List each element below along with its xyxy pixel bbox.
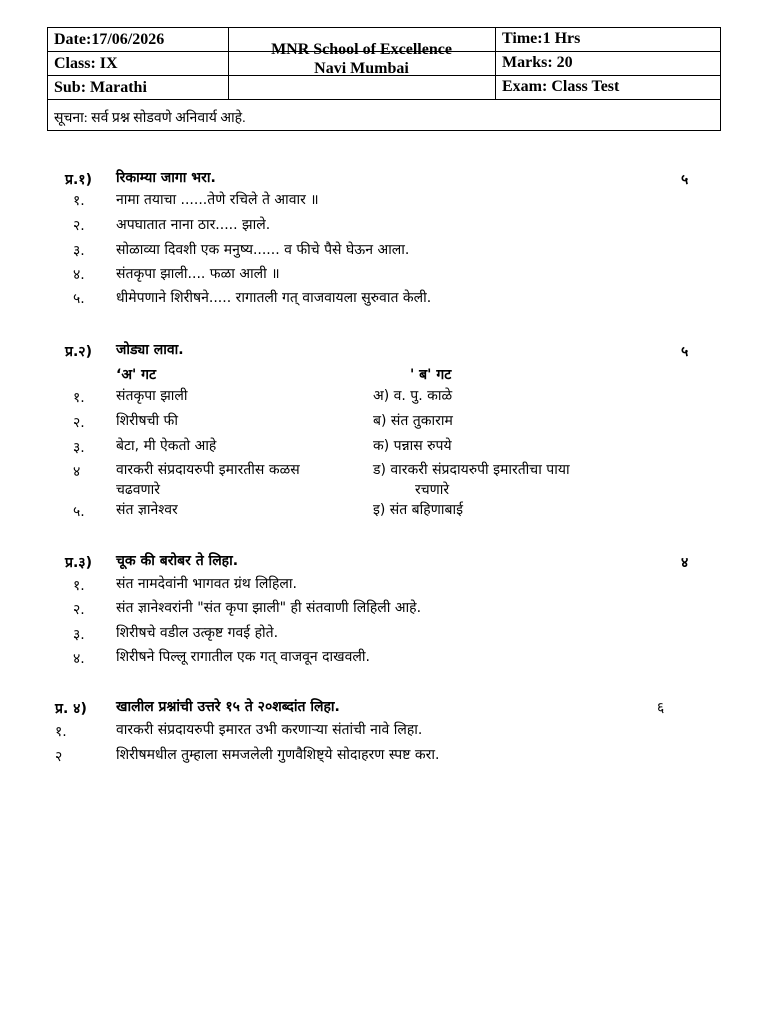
item-number: ३. (73, 243, 85, 259)
exam-date: Date:17/06/2026 (54, 31, 165, 48)
item-text: शिरीषचे वडील उत्कृष्ट गवई होते. (116, 625, 279, 641)
exam-header (47, 27, 721, 131)
column-b-heading: ' ब' गट (410, 367, 452, 383)
item-text: शिरीषमधील तुम्हाला समजलेली गुणवैशिष्ट्ये सोदाहरण स्पष्ट करा. (116, 747, 440, 763)
question-title: जोड्या लावा. (116, 342, 184, 358)
column-b-item: अ) व. पु. काळे (373, 388, 453, 404)
item-text: धीमेपणाने शिरीषने..... रागातली गत् वाजवायला सुरुवात केली. (116, 290, 432, 306)
column-a-item: संतकृपा झाली (116, 388, 188, 404)
header-divider (495, 28, 496, 99)
item-number: ४ (73, 464, 81, 480)
question-title: चूक की बरोबर ते लिहा. (116, 553, 239, 569)
column-b-item: क) पन्नास रुपये (373, 438, 452, 454)
question-number: प्र.२) (65, 344, 92, 360)
column-a-item-continued: चढवणारे (116, 482, 161, 498)
question-marks: ५ (681, 344, 689, 360)
column-b-item: ड) वारकरी संप्रदायरुपी इमारतीचा पाया (373, 462, 570, 478)
school-name-line1: MNR School of Excellence (271, 41, 452, 58)
school-name-line2: Navi Mumbai (314, 60, 409, 77)
item-number: ४. (73, 267, 85, 283)
item-text: अपघातात नाना ठार..... झाले. (116, 217, 271, 233)
class-label: Class: IX (54, 55, 118, 72)
column-a-heading: ‘अ' गट (116, 367, 157, 383)
column-a-item: शिरीषची फी (116, 413, 178, 429)
item-text: शिरीषने पिल्लू रागातील एक गत् वाजवून दाखवली. (116, 649, 370, 665)
item-number: ४. (73, 651, 85, 667)
item-text: सोळाव्या दिवशी एक मनुष्य...... व फीचे पैसे घेऊन आला. (116, 242, 410, 258)
exam-type: Exam: Class Test (502, 78, 620, 95)
question-number: प्र.३) (65, 555, 92, 571)
exam-marks: Marks: 20 (502, 54, 573, 71)
item-number: ५. (73, 504, 85, 520)
item-number: १. (73, 578, 85, 594)
school-name (228, 40, 495, 78)
item-number: २ (55, 749, 63, 765)
item-text: संत नामदेवांनी भागवत ग्रंथ लिहिला. (116, 576, 297, 592)
question-marks: ६ (657, 700, 665, 716)
exam-time: Time:1 Hrs (502, 30, 581, 47)
question-title: रिकाम्या जागा भरा. (116, 170, 216, 186)
item-number: २. (73, 218, 85, 234)
column-a-item: संत ज्ञानेश्वर (116, 502, 178, 518)
item-text: संत ज्ञानेश्वरांनी "संत कृपा झाली" ही संतवाणी लिहिली आहे. (116, 600, 422, 616)
item-number: १. (73, 193, 85, 209)
instruction-notice: सूचना: सर्व प्रश्न सोडवणे अनिवार्य आहे. (54, 111, 246, 126)
item-number: १. (55, 724, 67, 740)
question-marks: ५ (681, 172, 689, 188)
question-number: प्र. ४) (55, 701, 87, 717)
item-number: ५. (73, 291, 85, 307)
item-number: १. (73, 390, 85, 406)
header-divider (48, 99, 720, 100)
question-title: खालील प्रश्नांची उत्तरे १५ ते २०शब्दांत लिहा. (116, 699, 340, 715)
subject-label: Sub: Marathi (54, 79, 147, 96)
column-b-item: इ) संत बहिणाबाई (373, 502, 463, 518)
item-number: ३. (73, 440, 85, 456)
item-number: २. (73, 602, 85, 618)
item-text: नामा तयाचा ......तेणे रचिले ते आवार ॥ (116, 192, 319, 208)
column-b-item-continued: रचणारे (415, 482, 450, 498)
item-number: ३. (73, 627, 85, 643)
column-a-item: बेटा, मी ऐकतो आहे (116, 438, 217, 454)
item-number: २. (73, 415, 85, 431)
item-text: संतकृपा झाली.... फळा आली ॥ (116, 266, 280, 282)
question-number: प्र.१) (65, 172, 92, 188)
question-marks: ४ (681, 555, 689, 571)
item-text: वारकरी संप्रदायरुपी इमारत उभी करणाऱ्या संतांची नावे लिहा. (116, 722, 423, 738)
column-a-item: वारकरी संप्रदायरुपी इमारतीस कळस (116, 462, 300, 478)
column-b-item: ब) संत तुकाराम (373, 413, 453, 429)
